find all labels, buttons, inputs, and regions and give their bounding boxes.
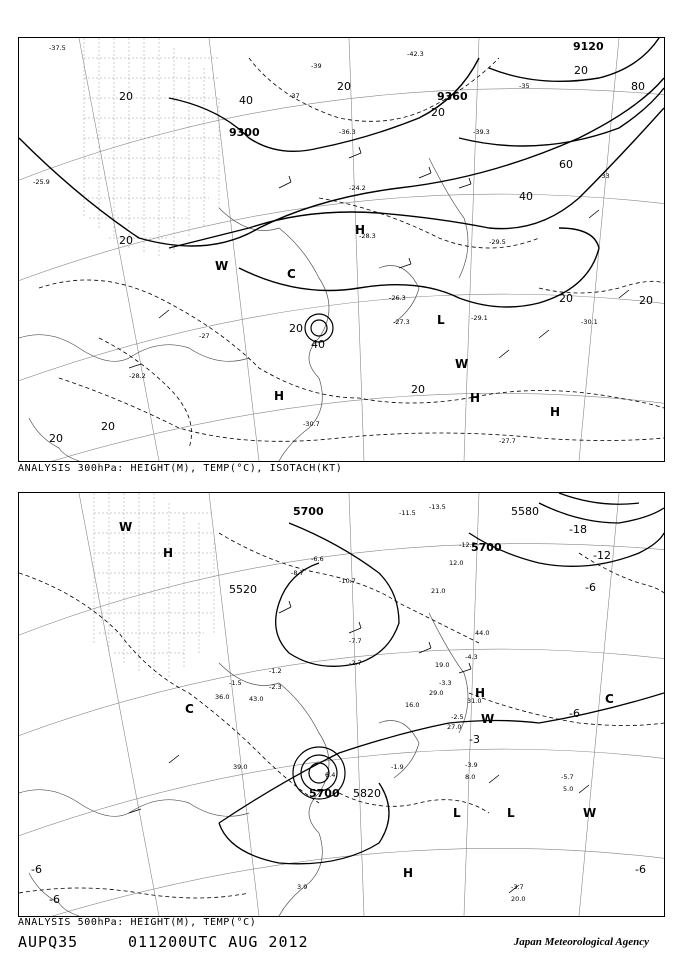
hatched-region	[84, 38, 219, 258]
center-high-300-3: H	[470, 391, 481, 405]
center-cold-300: C	[287, 267, 296, 281]
map-500hpa	[19, 493, 664, 916]
isotach-label-80: 80	[631, 80, 645, 93]
temp-value: -3.9	[465, 761, 478, 769]
height-label-5580: 5580	[511, 505, 539, 518]
chart-500hpa	[18, 492, 665, 917]
temp-value: -11.5	[399, 509, 416, 517]
center-warm-500-2: W	[481, 712, 495, 726]
temp-value: -26.3	[389, 294, 406, 302]
isotach-label-20c: 20	[289, 322, 303, 335]
center-warm-300-1: W	[215, 259, 229, 273]
isotach-label-20h: 20	[49, 432, 63, 445]
center-high-500-1: H	[163, 546, 174, 560]
chart-code: AUPQ35	[18, 933, 79, 951]
height-label-5700c: 5700	[309, 787, 340, 800]
temp-value: 31.0	[467, 697, 482, 705]
isotherm-label-minus12: -12	[593, 549, 611, 562]
temp-value: -13.5	[429, 503, 446, 511]
temp-value: -37	[289, 92, 300, 100]
isotach-label-40c: 40	[311, 338, 325, 351]
latlon-grid	[19, 38, 664, 461]
temp-value: -3.7	[511, 883, 524, 891]
temp-value: -33	[599, 172, 610, 180]
temp-value: -29.5	[489, 238, 506, 246]
caption-300hpa: ANALYSIS 300hPa: HEIGHT(M), TEMP(°C), ISOTACH(KT)	[18, 463, 343, 474]
center-low-300: L	[437, 313, 445, 327]
isotherm-label-minus3: -3	[469, 733, 480, 746]
center-high-500-2: H	[475, 686, 486, 700]
isotach-label-20: 20	[119, 90, 133, 103]
temp-value: -1.9	[391, 763, 404, 771]
center-low-500-2: L	[507, 806, 515, 820]
isotach-label-20f: 20	[411, 383, 425, 396]
isotach-label-20g: 20	[101, 420, 115, 433]
isotherm-label-minus6b: -6	[585, 581, 596, 594]
center-cold-500-2: C	[185, 702, 194, 716]
center-high-300-2: H	[274, 389, 285, 403]
isotherm-label-minus18: -18	[569, 523, 587, 536]
temp-value: 16.0	[405, 701, 420, 709]
valid-time: 011200UTC AUG 2012	[128, 933, 309, 951]
height-label-9360: 9360	[437, 90, 468, 103]
center-warm-500-1: W	[119, 520, 133, 534]
temp-value: 6.4	[325, 771, 336, 779]
temp-value: -30.7	[303, 420, 320, 428]
center-high-300-4: H	[550, 405, 561, 419]
temp-value: 27.0	[447, 723, 462, 731]
center-low-500-1: L	[453, 806, 461, 820]
center-warm-500-3: W	[583, 806, 597, 820]
temp-value: -3.3	[439, 679, 452, 687]
temp-value: -2.3	[269, 683, 282, 691]
temp-value: -24.2	[349, 184, 366, 192]
temp-value: -1.5	[229, 679, 242, 687]
center-high-500-3: H	[403, 866, 414, 880]
temp-value: -29.1	[471, 314, 488, 322]
isotachs-300	[19, 38, 664, 307]
temp-value: -5.7	[561, 773, 574, 781]
temp-value: 19.0	[435, 661, 450, 669]
isotach-label-20b: 20	[119, 234, 133, 247]
temp-value: -35	[519, 82, 530, 90]
temp-value: 43.0	[249, 695, 264, 703]
agency-name: Japan Meteorological Agency	[513, 936, 649, 948]
isotach-label-40b: 40	[519, 190, 533, 203]
temp-value: 39.0	[233, 763, 248, 771]
isotach-label-20j: 20	[431, 106, 445, 119]
isotach-label-60: 60	[559, 158, 573, 171]
temp-value: -6.6	[311, 555, 324, 563]
temp-value: -27	[199, 332, 210, 340]
caption-500hpa: ANALYSIS 500hPa: HEIGHT(M), TEMP(°C)	[18, 917, 257, 928]
temp-value: 20.0	[511, 895, 526, 903]
temp-value: -39	[311, 62, 322, 70]
isotherm-label-minus6d: -6	[635, 863, 646, 876]
center-high-300-1: H	[355, 223, 366, 237]
height-label-9120: 9120	[573, 40, 604, 53]
temp-value: -39.3	[473, 128, 490, 136]
temp-value: -2.5	[451, 713, 464, 721]
temp-value: -25.9	[33, 178, 50, 186]
temp-value: 36.0	[215, 693, 230, 701]
height-label-5820: 5820	[353, 787, 381, 800]
temp-value: -30.1	[581, 318, 598, 326]
isotherms-500	[19, 533, 664, 898]
temp-value: -7.7	[349, 637, 362, 645]
isotach-label-20d: 20	[559, 292, 573, 305]
temp-value: -37.5	[49, 44, 66, 52]
latlon-grid	[19, 493, 664, 916]
isotherm-label-minus6c: -6	[49, 893, 60, 906]
hatched-region	[94, 493, 214, 678]
temp-value: 8.0	[465, 773, 476, 781]
isotherm-label-minus6e: -6	[31, 863, 42, 876]
temp-value: -2.7	[349, 659, 362, 667]
temp-value: 21.0	[431, 587, 446, 595]
temp-value: 5.0	[563, 785, 574, 793]
map-300hpa	[19, 38, 664, 461]
temp-value: -28.3	[359, 232, 376, 240]
temp-value: -27.7	[499, 437, 516, 445]
temp-value: -27.3	[393, 318, 410, 326]
temp-value: -36.3	[339, 128, 356, 136]
isotherm-label-minus6a: -6	[569, 707, 580, 720]
isotach-label-20k: 20	[574, 64, 588, 77]
temp-value: 29.0	[429, 689, 444, 697]
chart-300hpa	[18, 37, 665, 462]
temp-value: -8.7	[291, 569, 304, 577]
center-warm-300-2: W	[455, 357, 469, 371]
temp-value: 12.0	[449, 559, 464, 567]
temp-value: -28.2	[129, 372, 146, 380]
height-label-9300: 9300	[229, 126, 260, 139]
temp-value: -4.3	[465, 653, 478, 661]
isotach-label-40: 40	[239, 94, 253, 107]
temp-value: -10.7	[339, 577, 356, 585]
isotach-label-20e: 20	[639, 294, 653, 307]
temp-value: 44.0	[475, 629, 490, 637]
height-label-5520: 5520	[229, 583, 257, 596]
temp-value: -42.3	[407, 50, 424, 58]
isotach-label-20i: 20	[337, 80, 351, 93]
height-label-5700b: 5700	[471, 541, 502, 554]
height-label-5700a: 5700	[293, 505, 324, 518]
center-cold-500-1: C	[605, 692, 614, 706]
temp-value: 3.9	[297, 883, 308, 891]
temp-value: -12.7	[459, 541, 476, 549]
temp-value: -1.2	[269, 667, 282, 675]
